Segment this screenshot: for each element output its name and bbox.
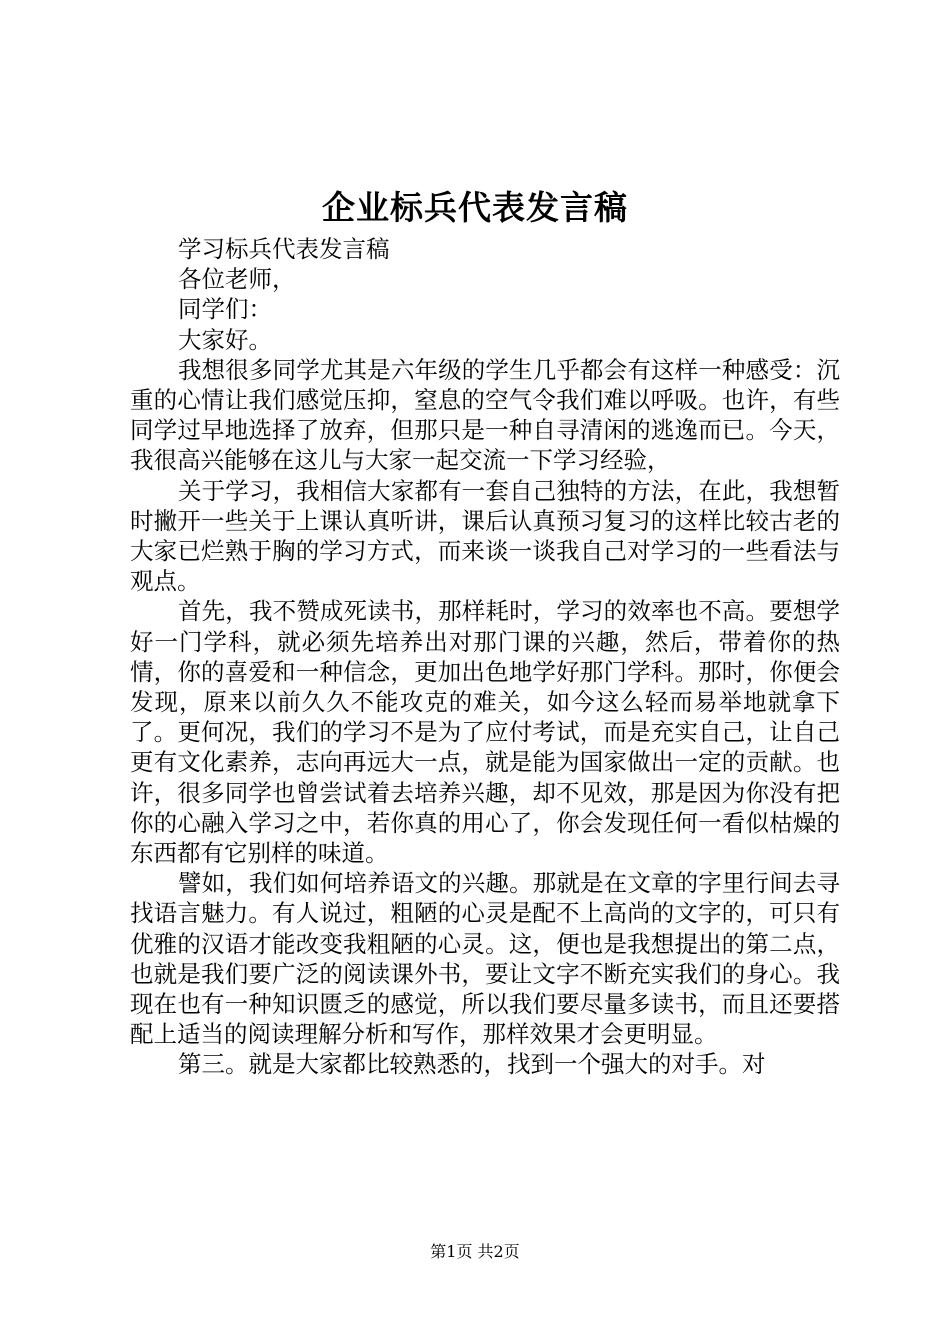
paragraph: 大家好。 [178, 325, 272, 354]
paragraph: 第三。就是大家都比较熟悉的，找到一个强大的对手。对 [178, 1050, 766, 1079]
paragraph: 同学们： [178, 295, 272, 324]
document-body [130, 234, 840, 1080]
paragraph: 我想很多同学尤其是六年级的学生几乎都会有这样一种感受：沉重的心情让我们感觉压抑，窒息的空气令我们难以呼吸。也许，有些同学过早地选择了放弃，但那只是一种自寻清闲的逃逸而已。今天，我很高兴能够在这儿与大家一起交流一下学习经验， [130, 355, 840, 475]
paragraph: 学习标兵代表发言稿 [178, 235, 390, 263]
paragraph: 譬如，我们如何培养语文的兴趣。那就是在文章的字里行间去寻找语言魅力。有人说过，粗陋的心灵是配不上高尚的文字的，可只有优雅的汉语才能改变我粗陋的心灵。这，便也是我想提出的第二点，也就是我们要广泛的阅读课外书，要让文字不断充实我们的身心。我现在也有一种知识匮乏的感觉，所以我们要尽量多读书，而且还要搭配上适当的阅读理解分析和写作，那样效果才会更明显。 [130, 869, 840, 1049]
paragraph: 关于学习，我相信大家都有一套自己独特的方法，在此，我想暂时撇开一些关于上课认真听讲，课后认真预习复习的这样比较古老的大家已烂熟于胸的学习方式，而来谈一谈我自己对学习的一些看法与观点。 [130, 476, 840, 596]
paragraph: 首先，我不赞成死读书，那样耗时，学习的效率也不高。要想学好一门学科，就必须先培养出对那门课的兴趣，然后，带着你的热情，你的喜爱和一种信念，更加出色地学好那门学科。那时，你便会发现，原来以前久久不能攻克的难关，如今这么轻而易举地就拿下了。更何况，我们的学习不是为了应付考试，而是充实自己，让自己更有文化素养，志向再远大一点，就是能为国家做出一定的贡献。也许，很多同学也曾尝试着去培养兴趣，却不见效，那是因为你没有把你的心融入学习之中，若你真的用心了，你会发现任何一看似枯燥的东西都有它别样的味道。 [130, 597, 840, 868]
document-title: 企业标兵代表发言稿 [322, 188, 628, 227]
page-footer: 第1页 共2页 [430, 1242, 520, 1261]
paragraph: 各位老师， [178, 265, 296, 294]
